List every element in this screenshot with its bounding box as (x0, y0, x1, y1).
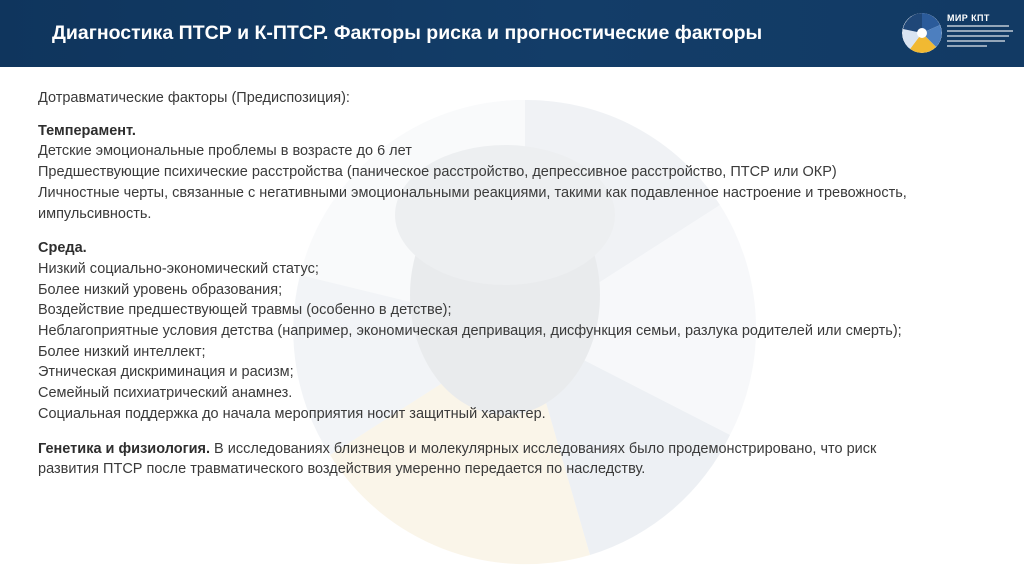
genetics-text: В исследованиях близнецов и молекулярных исследованиях было продемонстрировано, что риск развития ПТСР после травматического воздействия умеренно передается по наследству. (38, 440, 877, 478)
logo (902, 10, 1018, 56)
list-item: Семейный психиатрический анамнез. (38, 385, 293, 402)
list-item: Предшествующие психические расстройства (паническое расстройство, депрессивное расстройство, ПТСР или ОКР) (38, 164, 837, 181)
list-item: Этническая дискриминация и расизм; (38, 364, 294, 381)
list-item: Более низкий интеллект; (38, 343, 206, 360)
list-item: Личностные черты, связанные с негативными эмоциональными реакциями, такими как подавленное настроение и тревожность, импульсивность. (38, 184, 907, 222)
list-item: Социальная поддержка до начала мероприятия носит защитный характер. (38, 405, 546, 422)
environment-heading: Среда. (38, 240, 87, 257)
list-item: Воздействие предшествующей травмы (особенно в детстве); (38, 302, 452, 319)
genetics-heading: Генетика и физиология. (38, 440, 211, 457)
list-item: Неблагоприятные условия детства (например, экономическая депривация, дисфункция семьи, разлука родителей или смерть); (38, 323, 902, 340)
logo-subtitle-lines (947, 25, 1013, 50)
genetics-paragraph (38, 439, 938, 480)
list-item: Более низкий уровень образования; (38, 281, 283, 298)
logo-name: МИР КПТ (947, 13, 990, 23)
temperament-heading: Темперамент. (38, 122, 136, 139)
slide-title: Диагностика ПТСР и К-ПТСР. Факторы риска и прогностические факторы (52, 22, 763, 44)
list-item: Детские эмоциональные проблемы в возрасте до 6 лет (38, 143, 412, 160)
list-item: Низкий социально-экономический статус; (38, 260, 319, 277)
intro-heading: Дотравматические факторы (Предиспозиция): (38, 90, 350, 106)
globe-logo-icon (902, 13, 942, 53)
slide-content (38, 88, 998, 480)
header-bar (0, 0, 1024, 67)
